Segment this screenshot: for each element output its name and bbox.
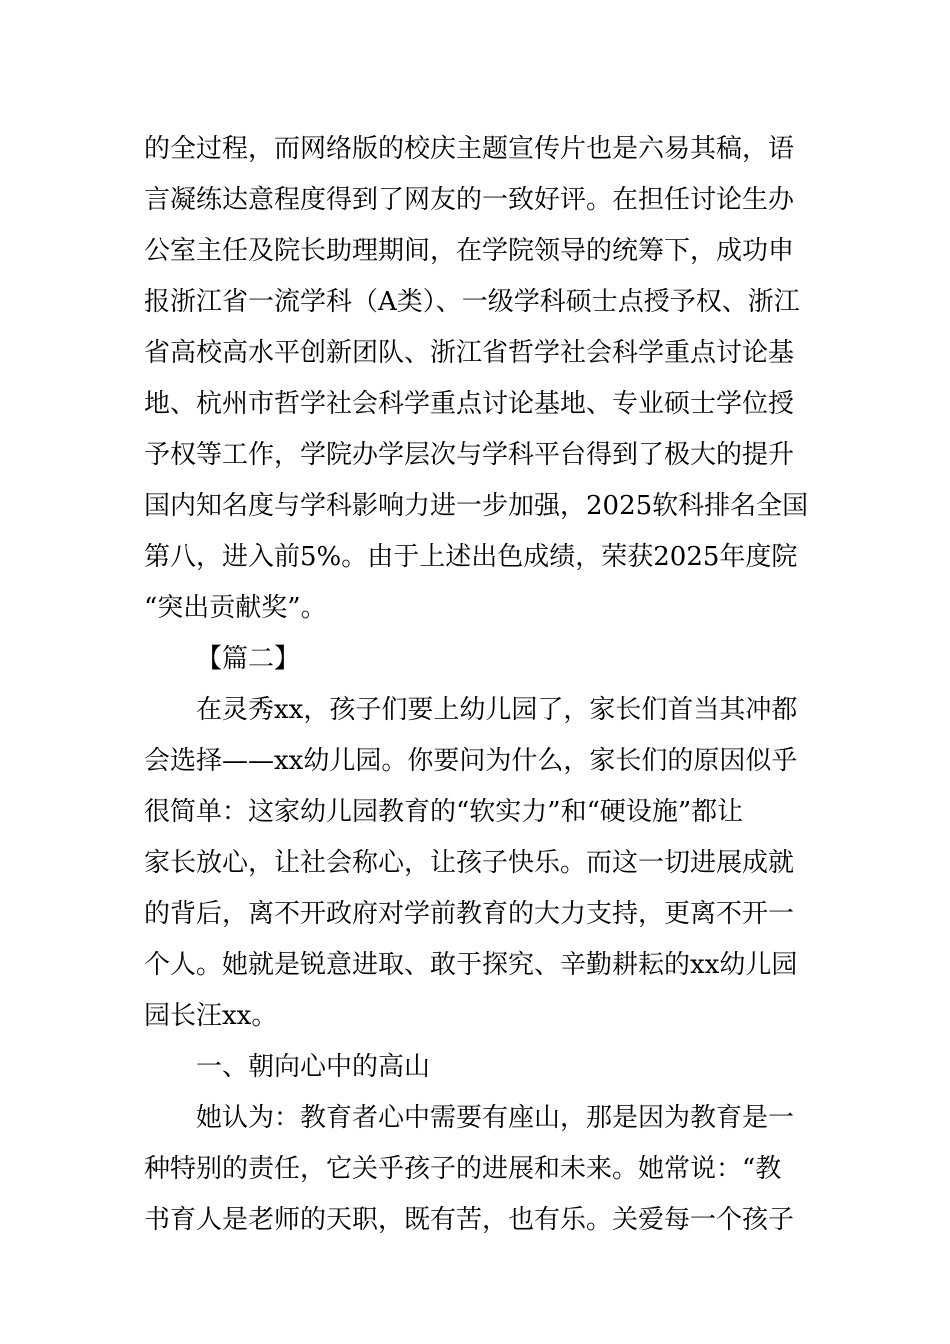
text-line: 报浙江省一流学科（A类）、一级学科硕士点授予权、浙江 <box>144 287 800 317</box>
text-line: 在灵秀xx，孩子们要上幼儿园了，家长们首当其冲都 <box>196 695 798 725</box>
text-line: 公室主任及院长助理期间，在学院领导的统筹下，成功申 <box>144 236 795 266</box>
text-line: 个人。她就是锐意进取、敢于探究、辛勤耕耘的xx幼儿园 <box>144 950 798 980</box>
text-line: “突出贡献奖”。 <box>144 593 327 623</box>
text-line: 书育人是老师的天职，既有苦，也有乐。关爱每一个孩子 <box>144 1205 795 1235</box>
text-line: 很简单：这家幼儿园教育的“软实力”和“硬设施”都让 <box>144 797 744 827</box>
text-line: 家长放心，让社会称心，让孩子快乐。而这一切进展成就 <box>144 848 795 878</box>
text-line: 她认为：教育者心中需要有座山，那是因为教育是一 <box>196 1103 795 1133</box>
text-line: 会选择——xx幼儿园。你要问为什么，家长们的原因似乎 <box>144 746 798 776</box>
section-heading-pian-er: 【篇二】 <box>196 644 301 674</box>
text-line: 国内知名度与学科影响力进一步加强，2025软科排名全国 <box>144 491 809 521</box>
text-line: 的全过程，而网络版的校庆主题宣传片也是六易其稿，语 <box>144 134 795 164</box>
text-line: 省高校高水平创新团队、浙江省哲学社会科学重点讨论基 <box>144 338 795 368</box>
text-line: 第八，进入前5%。由于上述出色成绩，荣获2025年度院 <box>144 542 798 572</box>
text-line: 种特别的责任，它关乎孩子的进展和未来。她常说：“教 <box>144 1154 782 1184</box>
text-line: 的背后，离不开政府对学前教育的大力支持，更离不开一 <box>144 899 795 929</box>
text-line: 予权等工作，学院办学层次与学科平台得到了极大的提升 <box>144 440 795 470</box>
text-line: 言凝练达意程度得到了网友的一致好评。在担任讨论生办 <box>144 185 795 215</box>
text-line: 地、杭州市哲学社会科学重点讨论基地、专业硕士学位授 <box>144 389 795 419</box>
subsection-heading: 一、朝向心中的高山 <box>196 1052 431 1082</box>
document-body <box>144 124 814 1246</box>
text-line: 园长汪xx。 <box>144 1001 278 1031</box>
